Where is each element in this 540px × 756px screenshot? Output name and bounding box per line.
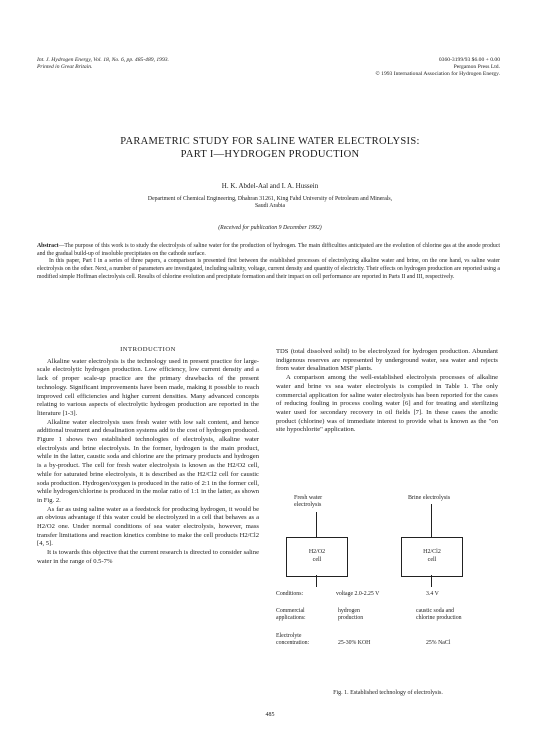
cell-1-label: [287, 548, 347, 564]
electrolyte-label: [276, 633, 309, 647]
publisher-line: Pergamon Press Ltd.: [453, 64, 500, 70]
connector-line: [431, 575, 432, 587]
electrolyte-label-line-1: Electrolyte: [276, 633, 302, 639]
cell-1-label-line-2: cell: [312, 557, 322, 563]
title-line-1: PARAMETRIC STUDY FOR SALINE WATER ELECTROLYSIS:: [120, 136, 420, 147]
body-paragraph: It is towards this objective that the current research is directed to consider saline water in the range of 0.5-7%: [37, 549, 259, 565]
journal-citation: [37, 57, 169, 71]
section-heading-introduction: INTRODUCTION: [120, 346, 176, 353]
fresh-water-label-line-2: electrolysis: [294, 502, 322, 509]
commercial-right: [416, 608, 462, 622]
connector-line: [316, 575, 317, 587]
body-paragraph: A comparison among the well-established electrolysis processes of alkaline water and brine vs sea water electrolysis is compiled in Table 1. The only commercial application for saline water electrolysis has been reported for the cases of reducing fouling in process cooling water [6] and for treating and sterilizing water used for secondary recovery in oil fields [7]. In these cases the anodic product (chlorine) was of immediate interest to provide what is known as the "on site hypochlorite" application.: [276, 374, 498, 434]
affiliation-line-2: Saudi Arabia: [254, 203, 286, 209]
abstract-paragraph-2: In this paper, Part I in a series of three papers, a comparison is presented first between the established processes of electrolyzing alkaline water and brine, on the one hand, vs saline water electrolysis on the other. Next, a number of parameters are investigated, including salinity, voltage, current density and quantity of electricity. Their effects on hydrogen production are reported using a modified simple Hoffman electrolysis cell. Results of chlorine evolution and precipitate formation and their impact on cell performance are reported in Parts II and III, respectively.: [37, 258, 500, 280]
fresh-water-label-line-1: Fresh water: [294, 495, 323, 501]
publisher-info: [330, 57, 500, 78]
cell-2-label-line-2: cell: [427, 557, 437, 563]
body-paragraph: Alkaline water electrolysis is the technology used in present practice for large-scale electrolytic hydrogen production. Low efficiency, low current density and a lack of proper scale-up practice are the primary drawbacks of the present technology. Significant improvements have been made, making it possible to reach improved cell efficiencies and higher current densities. Many advanced concepts relating to various aspects of electrolytic hydrogen production are reported in the literature [1-3].: [37, 357, 259, 417]
left-column: [37, 340, 259, 567]
fresh-water-label: [294, 495, 322, 509]
connector-line: [431, 504, 432, 537]
body-paragraph: Alkaline water electrolysis uses fresh water with low salt content, and hence additional treatment and desalination systems add to the cost of hydrogen produced. Figure 1 shows two established technologies of electrolysis, alkaline water electrolysis and brine electrolysis. In the former, hydrogen is the main product, while in the latter, caustic soda and chlorine are the primary products and hydrogen is a by-product. The cell for fresh water electrolysis is known as the H2/O2 cell, while for saturated brine electrolysis, it is described as the H2/Cl2 cell for caustic soda production. Hydrogen/oxygen is produced in the ratio of 2:1 in the former cell, while hydrogen/chlorine is produced in the molar ratio of 1:1 in the latter, as shown in Fig. 2.: [37, 418, 259, 504]
copyright-line: © 1993 International Association for Hydrogen Energy.: [375, 71, 500, 77]
body-paragraph: As far as using saline water as a feedstock for producing hydrogen, it would be an obvious advantage if this water could be electrolyzed in a cell that behaves as a H2/O2 one. Under normal conditions of sea water electrolysis, however, mass transfer limitations and reaction kinetics combine to make the cell products H2/Cl2 [4, 5].: [37, 505, 259, 548]
title-line-2: PART I—HYDROGEN PRODUCTION: [180, 149, 360, 160]
commercial-right-line-1: caustic soda and: [416, 608, 454, 614]
h2-cl2-cell-box: [401, 537, 463, 577]
issn-line: 0360-3199/93 $6.00 + 0.00: [438, 57, 500, 63]
commercial-label-line-2: applications:: [276, 614, 306, 621]
electrolyte-right: 25% NaCl: [426, 640, 451, 646]
electrolyte-label-line-2: concentration:: [276, 639, 310, 646]
journal-line: Int. J. Hydrogen Energy, Vol. 18, No. 6, pp. 485-489, 1993.: [37, 57, 169, 63]
conditions-right: 3.4 V: [426, 591, 439, 597]
connector-line: [316, 512, 317, 537]
affiliation: [40, 196, 500, 210]
printed-line: Printed in Great Britain.: [37, 64, 93, 70]
cell-2-label-line-1: H2/Cl2: [423, 549, 441, 555]
commercial-label: [276, 608, 306, 622]
figure-caption: Fig. 1. Established technology of electrolysis.: [333, 690, 443, 696]
commercial-value: [338, 608, 363, 622]
body-paragraph: TDS (total dissolved solid) to be electrolyzed for hydrogen production. Abundant indigenous reserves are represented by underground water, sea water and rejects from water desalination MSF plants.: [276, 348, 498, 373]
conditions-value: voltage 2.0-2.25 V: [336, 591, 380, 597]
electrolyte-value: 25-30% KOH: [338, 640, 371, 646]
h2-o2-cell-box: [286, 537, 348, 577]
abstract-text-1: —The purpose of this work is to study the electrolysis of saline water for the production of hydrogen. The main difficulties anticipated are the evolution of chlorine gas at the anode product and the gradual build-up of insoluble precipitates on the cathode surface.: [37, 243, 500, 257]
abstract-label: Abstract: [37, 243, 59, 249]
right-column: [276, 348, 498, 435]
commercial-value-line-2: production: [338, 614, 364, 621]
authors: H. K. Abdel-Aal and I. A. Hussein: [221, 182, 319, 190]
conditions-label: Conditions:: [276, 591, 304, 597]
received-date: (Received for publication 9 December 1992): [218, 225, 322, 231]
abstract-paragraph-1: [37, 243, 500, 258]
paper-title: [40, 135, 500, 161]
figure-1: [276, 495, 500, 670]
brine-electrolysis-label: Brine electrolysis: [408, 495, 451, 501]
cell-1-label-line-1: H2/O2: [308, 549, 326, 555]
cell-2-label: [402, 548, 462, 564]
commercial-label-line-1: Commercial: [276, 608, 305, 614]
abstract: [37, 243, 500, 282]
commercial-right-line-2: chlorine production: [416, 614, 462, 621]
affiliation-line-1: Department of Chemical Engineering, Dhahran 31261, King Fahd University of Petroleum and Minerals,: [147, 196, 393, 202]
commercial-value-line-1: hydrogen: [338, 608, 360, 614]
page-number: 485: [265, 712, 275, 718]
